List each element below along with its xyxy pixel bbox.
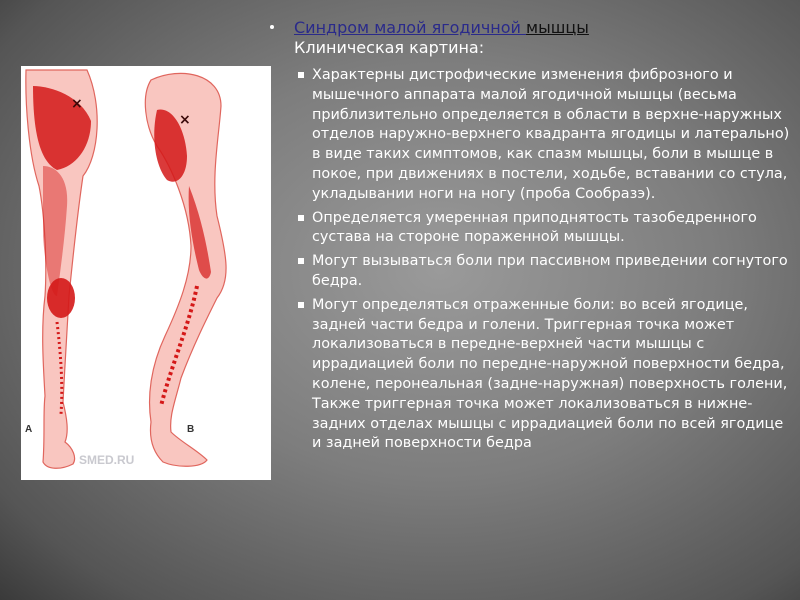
bullet-item — [312, 209, 790, 249]
bullet-text: Характерны дистрофические изменения фиброзного и мышечного аппарата малой ягодичной мышцы (весьма приблизительно определяется в области в верхне-наружных отделов наружно-верхнего квадранта ягодицы и латерально) в виде таких симптомов, как спазм мышцы, боли в мышце в покое, при движениях в постели, ходьбе, вставании со стула, укладывании ноги на ногу (проба Сообразэ). — [312, 67, 790, 202]
bullet-item — [312, 252, 790, 292]
slide-subtitle: Клиническая картина: — [294, 38, 485, 57]
leg-pain-diagram — [21, 66, 271, 480]
leg-b — [145, 73, 226, 466]
slide-text — [270, 18, 790, 458]
bullet-list — [270, 66, 790, 454]
title-link-rest[interactable]: мышцы — [526, 18, 589, 37]
bullet-dot — [270, 25, 274, 29]
trigger-point-illustration — [21, 66, 271, 480]
slide-title — [294, 18, 790, 38]
label-a: A — [25, 424, 33, 435]
bullet-item — [312, 296, 790, 454]
bullet-text: Определяется умеренная приподнятость тазобедренного сустава на стороне пораженной мышцы. — [312, 209, 757, 246]
leg-a — [25, 70, 97, 468]
trigger-mark-a: × — [71, 96, 83, 112]
pain-zone-knee-a — [47, 278, 75, 318]
bullet-text: Могут определяться отраженные боли: во всей ягодице, задней части бедра и голени. Триггерная точка может локализоваться в передне-верхней части мышцы с иррадиацией боли по передне-наружной поверхности бедра, колене, перонеальная (задне-наружная) поверхность голени, Также триггерная точка может локализоваться в нижне-задних отделах мышцы с иррадиацией боли по всей ягодице и задней поверхности бедра — [312, 296, 788, 452]
label-b: B — [187, 424, 195, 435]
bullet-text: Могут вызываться боли при пассивном приведении согнутого бедра. — [312, 253, 788, 289]
title-link[interactable]: Синдром малой ягодичной — [294, 18, 527, 37]
square-bullet — [298, 215, 304, 221]
square-bullet — [298, 302, 304, 308]
square-bullet — [298, 72, 304, 78]
watermark: SMED.RU — [79, 453, 135, 467]
bullet-item — [312, 66, 790, 205]
square-bullet — [298, 258, 304, 264]
slide-heading — [270, 18, 790, 58]
trigger-mark-b: × — [179, 112, 191, 128]
